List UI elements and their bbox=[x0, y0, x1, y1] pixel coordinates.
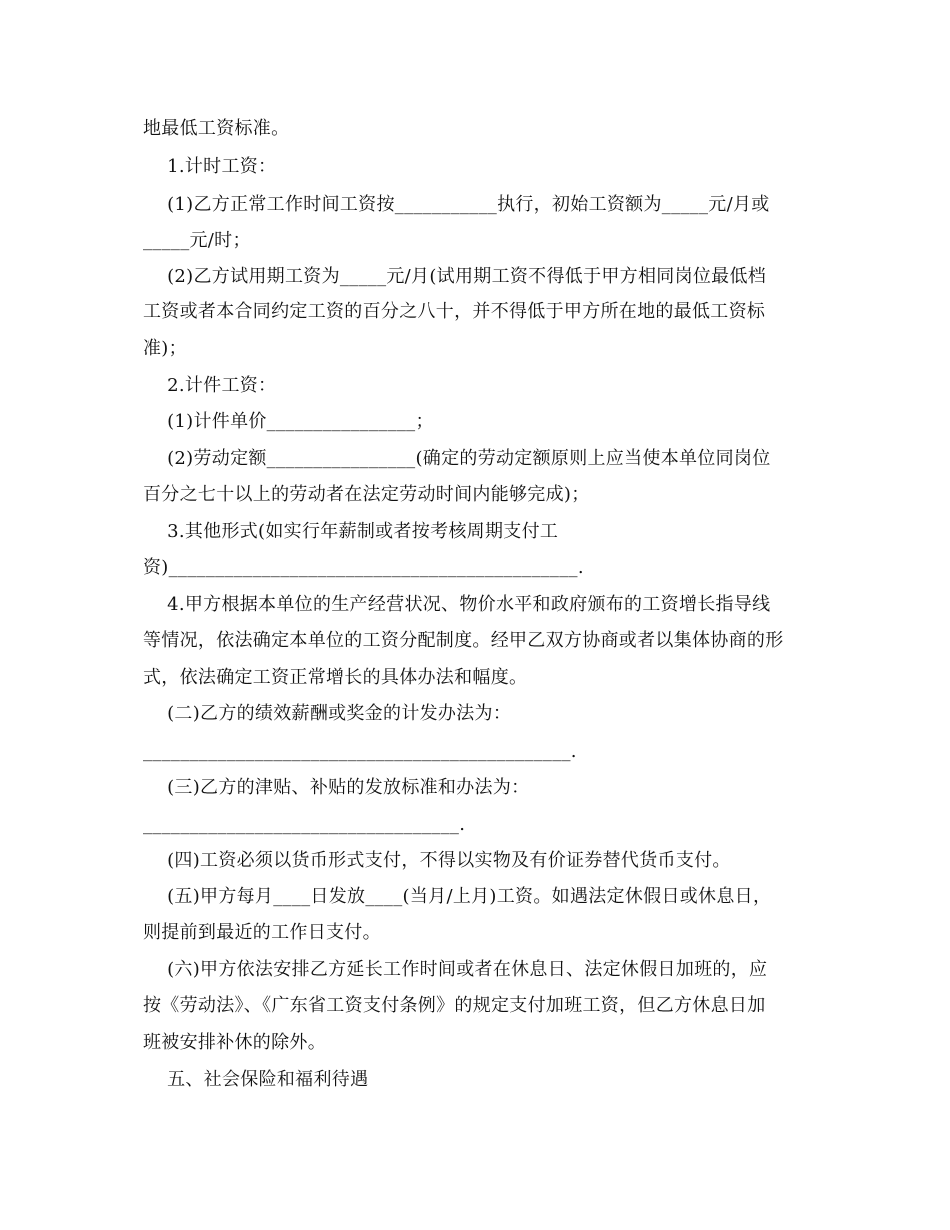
text-line: 工资或者本合同约定工资的百分之八十，并不得低于甲方所在地的最低工资标 bbox=[143, 301, 766, 322]
text-line: ______________________________________________. bbox=[143, 741, 577, 762]
text-line: (2)乙方试用期工资为_____元/月(试用期工资不得低于甲方相同岗位最低档 bbox=[143, 266, 767, 287]
text-line: 4.甲方根据本单位的生产经营状况、物价水平和政府颁布的工资增长指导线 bbox=[143, 594, 771, 615]
text-line: 资)____________________________________________. bbox=[143, 557, 584, 578]
text-line: (1)乙方正常工作时间工资按___________执行，初始工资额为_____元/月或 bbox=[143, 194, 770, 215]
text-line: (五)甲方每月____日发放____(当月/上月)工资。如遇法定休假日或休息日， bbox=[143, 886, 772, 907]
text-line: 班被安排补休的除外。 bbox=[143, 1032, 326, 1053]
text-line: (二)乙方的绩效薪酬或奖金的计发办法为： bbox=[143, 703, 512, 724]
text-line: (三)乙方的津贴、补贴的发放标准和办法为： bbox=[143, 777, 530, 798]
text-line: 式，依法确定工资正常增长的具体办法和幅度。 bbox=[143, 667, 528, 688]
text-line: (2)劳动定额________________(确定的劳动定额原则上应当使本单位同岗位 bbox=[143, 448, 771, 469]
text-line: (1)计件单价________________； bbox=[143, 411, 434, 432]
text-line: __________________________________. bbox=[143, 814, 466, 835]
text-line: (四)工资必须以货币形式支付，不得以实物及有价证券替代货币支付。 bbox=[143, 850, 731, 871]
text-line: 等情况，依法确定本单位的工资分配制度。经甲乙双方协商或者以集体协商的形 bbox=[143, 630, 784, 651]
text-line: 五、社会保险和福利待遇 bbox=[143, 1069, 369, 1090]
text-line: (六)甲方依法安排乙方延长工作时间或者在休息日、法定休假日加班的，应 bbox=[143, 959, 768, 980]
text-line: 则提前到最近的工作日支付。 bbox=[143, 922, 381, 943]
text-line: 3.其他形式(如实行年薪制或者按考核周期支付工 bbox=[143, 521, 559, 542]
text-line: 2.计件工资： bbox=[143, 375, 277, 396]
text-line: 准)； bbox=[143, 338, 187, 359]
text-line: 百分之七十以上的劳动者在法定劳动时间内能够完成)； bbox=[143, 484, 590, 505]
text-line: 按《劳动法》、《广东省工资支付条例》的规定支付加班工资，但乙方休息日加 bbox=[143, 995, 766, 1016]
text-line: 地最低工资标准。 bbox=[143, 118, 290, 139]
text-line: _____元/时； bbox=[143, 230, 251, 251]
text-line: 1.计时工资： bbox=[143, 156, 277, 177]
